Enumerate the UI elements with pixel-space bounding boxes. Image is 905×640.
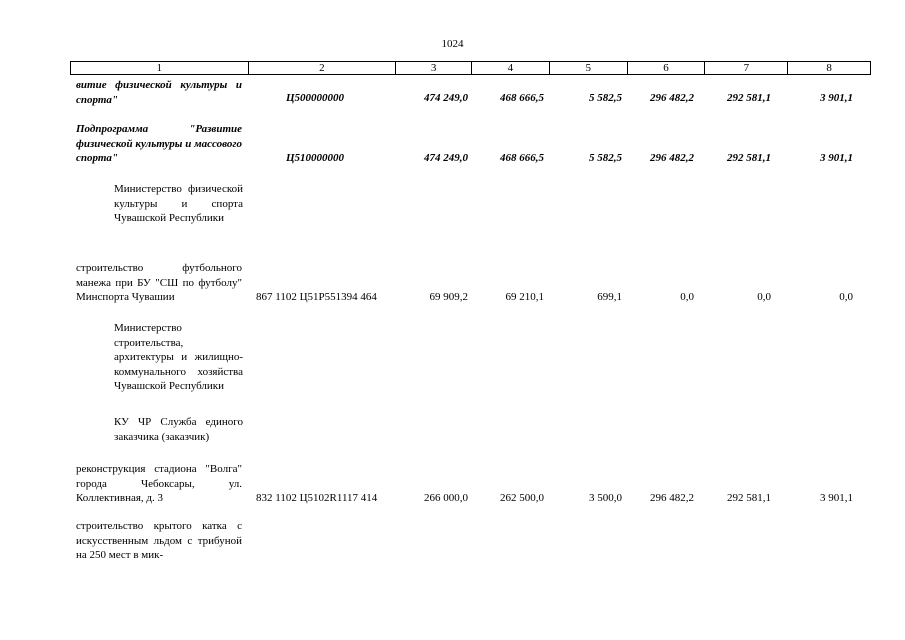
row-value-col5: 699,1	[597, 291, 622, 303]
header-col-2: 2	[249, 62, 397, 74]
row-name: КУ ЧР Служба единого заказчика (заказчик)	[114, 416, 243, 443]
row-value-col6: 296 482,2	[650, 92, 694, 104]
row-value-col8: 3 901,1	[820, 92, 853, 104]
row-value-col4: 468 666,5	[500, 152, 544, 164]
row-code: 867 1102 Ц51Р551394 464	[256, 291, 377, 303]
row-value-col4: 69 210,1	[505, 291, 544, 303]
table-header-row	[70, 61, 871, 75]
row-value-col4: 468 666,5	[500, 92, 544, 104]
row-value-col8: 3 901,1	[820, 152, 853, 164]
row-value-col7: 292 581,1	[727, 492, 771, 504]
row-value-col6: 296 482,2	[650, 492, 694, 504]
row-code: 832 1102 Ц5102R1117 414	[256, 492, 378, 504]
row-name: Подпрограмма "Развитие физической культуры и массового спорта"	[76, 123, 242, 164]
row-value-col5: 3 500,0	[589, 492, 622, 504]
row-name: Министерство строительства, архитектуры и жилищно-коммунального хозяйства Чувашской Республики	[114, 322, 243, 392]
header-col-3: 3	[396, 62, 472, 74]
row-name: строительство крытого катка с искусственным льдом с трибуной на 250 мест в мик-	[76, 520, 242, 561]
row-value-col3: 474 249,0	[424, 92, 468, 104]
row-name: реконструкция стадиона "Волга" города Чебоксары, ул. Коллективная, д. 3	[76, 463, 242, 504]
row-name: витие физической культуры и спорта"	[76, 79, 242, 106]
header-col-1: 1	[71, 62, 249, 74]
row-name: строительство футбольного манежа при БУ "СШ по футболу" Минспорта Чувашии	[76, 262, 242, 303]
header-col-7: 7	[705, 62, 788, 74]
page-number: 1024	[441, 38, 464, 50]
row-value-col4: 262 500,0	[500, 492, 544, 504]
row-value-col3: 69 909,2	[429, 291, 468, 303]
row-name: Министерство физической культуры и спорта Чувашской Республики	[114, 183, 243, 224]
row-value-col5: 5 582,5	[589, 92, 622, 104]
row-value-col6: 296 482,2	[650, 152, 694, 164]
header-col-5: 5	[550, 62, 628, 74]
row-value-col8: 0,0	[839, 291, 853, 303]
row-code: Ц510000000	[286, 152, 345, 164]
row-value-col6: 0,0	[680, 291, 694, 303]
row-value-col5: 5 582,5	[589, 152, 622, 164]
row-value-col7: 292 581,1	[727, 92, 771, 104]
row-value-col3: 474 249,0	[424, 152, 468, 164]
header-col-8: 8	[826, 62, 832, 74]
header-col-4: 4	[472, 62, 550, 74]
row-value-col3: 266 000,0	[424, 492, 468, 504]
row-value-col8: 3 901,1	[820, 492, 853, 504]
header-col-6: 6	[628, 62, 706, 74]
row-code: Ц500000000	[286, 92, 345, 104]
row-value-col7: 0,0	[757, 291, 771, 303]
row-value-col7: 292 581,1	[727, 152, 771, 164]
